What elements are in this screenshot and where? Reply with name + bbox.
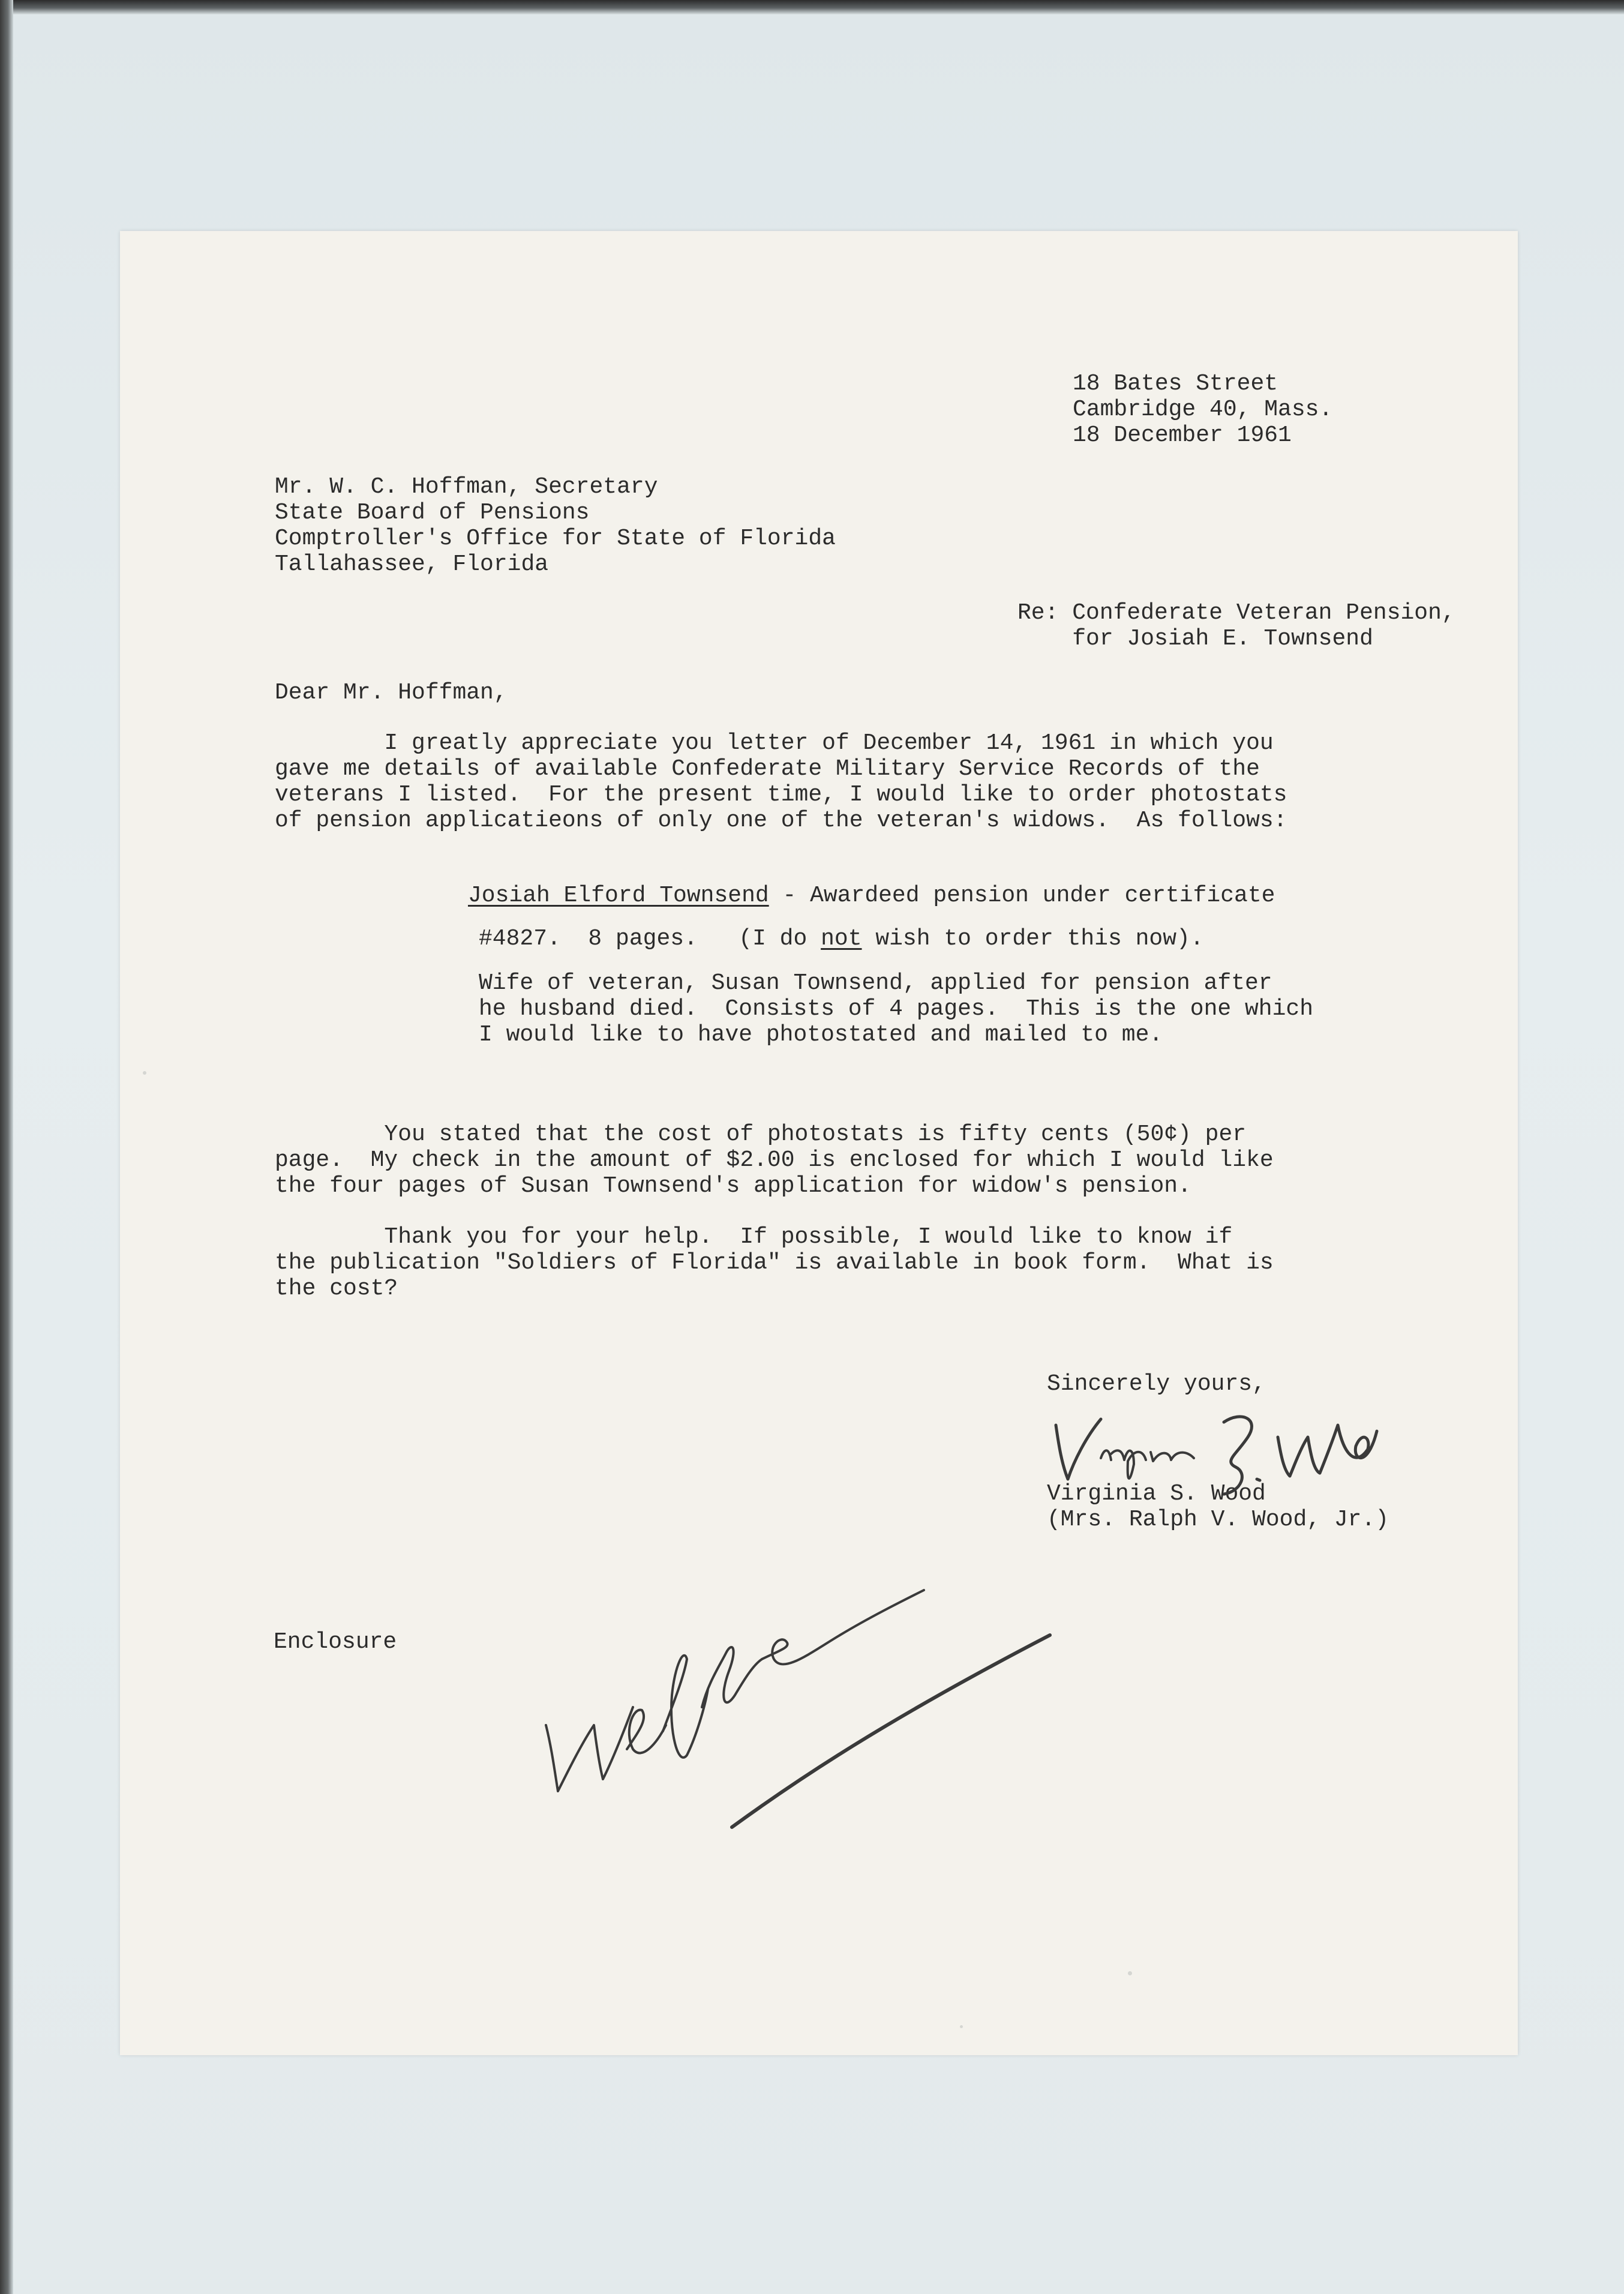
item-paragraph-line-2: he husband died. Consists of 4 pages. This is the one which: [479, 996, 1314, 1022]
item-line-1: [468, 883, 1275, 908]
paragraph-3-line-1: Thank you for your help. If possible, I would like to know if: [275, 1224, 1233, 1250]
item-paragraph-line-1: Wife of veteran, Susan Townsend, applied for pension after: [479, 970, 1272, 996]
handwritten-welfare-note: [528, 1467, 1068, 1857]
scan-edge-top: [0, 0, 1624, 14]
paragraph-1-line-2: gave me details of available Confederate Military Service Records of the: [275, 756, 1260, 782]
item-line-2-a: #4827. 8 pages. (I do: [479, 926, 821, 952]
scan-edge-left: [0, 0, 13, 2294]
item-line-2: [479, 926, 1204, 952]
recipient-org: State Board of Pensions: [275, 500, 590, 526]
salutation: Dear Mr. Hoffman,: [275, 680, 508, 706]
veteran-name: Josiah Elford Townsend: [468, 883, 769, 908]
item-line-2-b: wish to order this now).: [861, 926, 1204, 952]
signature-name: Virginia S. Wood: [1047, 1481, 1266, 1507]
recipient-office: Comptroller's Office for State of Florida: [275, 526, 836, 551]
paper-speck: [1128, 1971, 1132, 1975]
recipient-city: Tallahassee, Florida: [275, 551, 549, 577]
reference-line-1: Re: Confederate Veteran Pension,: [1017, 600, 1455, 626]
letter-page: [120, 231, 1518, 2055]
handwritten-signature: [1044, 1389, 1380, 1515]
paper-speck: [960, 2025, 963, 2028]
reference-line-2: for Josiah E. Townsend: [1017, 626, 1373, 652]
closing: Sincerely yours,: [1047, 1371, 1266, 1397]
item-paragraph-line-3: I would like to have photostated and mailed to me.: [479, 1022, 1163, 1048]
return-address-street: 18 Bates Street: [1073, 371, 1278, 397]
signature-alt-name: (Mrs. Ralph V. Wood, Jr.): [1047, 1507, 1389, 1533]
letter-date: 18 December 1961: [1073, 422, 1292, 448]
paragraph-1-line-3: veterans I listed. For the present time, I would like to order photostats: [275, 782, 1287, 808]
emphasis-not: not: [821, 926, 862, 952]
paragraph-2-line-2: page. My check in the amount of $2.00 is enclosed for which I would like: [275, 1147, 1274, 1173]
paper-speck: [143, 1071, 146, 1075]
item-line-1-rest: - Awardeed pension under certificate: [769, 883, 1275, 908]
paragraph-3-line-3: the cost?: [275, 1276, 398, 1302]
recipient-name: Mr. W. C. Hoffman, Secretary: [275, 474, 658, 500]
paragraph-1-line-4: of pension applicatieons of only one of the veteran's widows. As follows:: [275, 808, 1287, 833]
enclosure-label: Enclosure: [274, 1629, 397, 1655]
return-address-city: Cambridge 40, Mass.: [1073, 397, 1333, 422]
paragraph-1-line-1: I greatly appreciate you letter of December 14, 1961 in which you: [275, 730, 1274, 756]
paragraph-2-line-1: You stated that the cost of photostats is fifty cents (50¢) per: [275, 1121, 1247, 1147]
paragraph-3-line-2: the publication "Soldiers of Florida" is available in book form. What is: [275, 1250, 1274, 1276]
paragraph-2-line-3: the four pages of Susan Townsend's application for widow's pension.: [275, 1173, 1191, 1199]
